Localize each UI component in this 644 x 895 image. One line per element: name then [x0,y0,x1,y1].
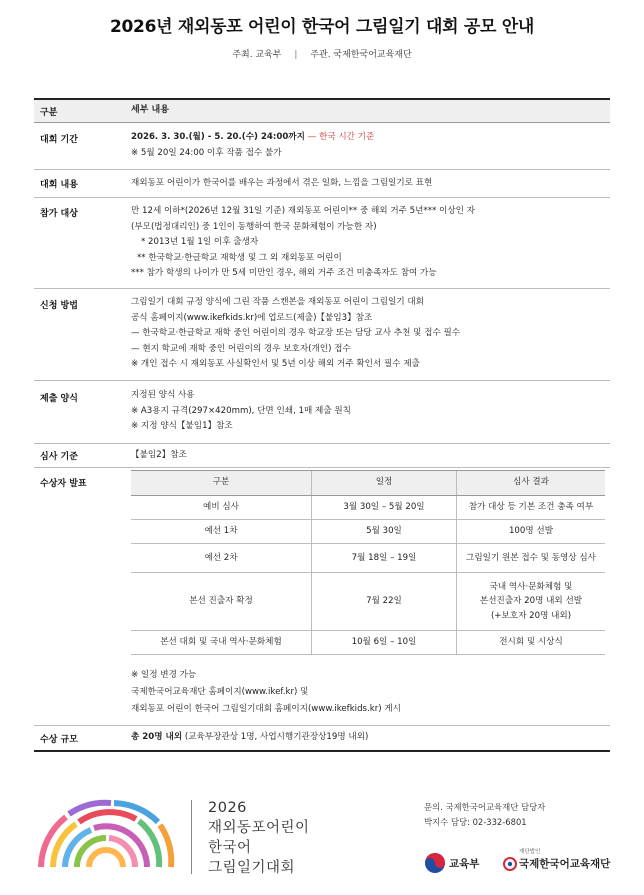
format-line: ※ A3용지 규격(297×420mm), 단면 인쇄, 1매 제출 원칙 [131,405,351,416]
awards-col-stage: 구분 [131,471,312,496]
awards-note: ※ 일정 변경 가능 [131,670,197,680]
moe-text: 교육부 [449,857,480,870]
footer-divider [191,800,192,874]
apply-line: — 현지 학교에 재학 중인 어린이의 경우 보호자(개인) 접수 [131,343,351,354]
ikef-small-text: 재단법인 [519,849,541,855]
apply-line: 그림일기 대회 규정 양식에 그린 작품 스캔본을 재외동포 어린이 그림일기 대회 [131,297,424,307]
awards-result-line: 국내 역사·문화체험 및 [489,581,573,592]
awards-col-date: 일정 [312,471,457,496]
awards-date: 10월 6일 – 10일 [312,631,457,655]
manager: 주관. 국제한국어교육재단 [310,50,412,60]
awards-date: 3월 30일 – 5월 20일 [312,496,457,520]
row-format [34,381,610,444]
apply-line: 공식 홈페이지(www.ikefkids.kr)에 업로드(제출)【붙임3】참조 [131,312,373,323]
ikef-emblem-icon [503,857,517,871]
awards-stage: 본선 진출자 확정 [131,573,312,631]
format-line: 지정된 양식 사용 [131,390,195,400]
contest-name-line: 그림일기대회 [208,860,296,876]
content-label: 대회 내용 [40,180,78,190]
eligibility-line: 만 12세 이하*(2026년 12월 31일 기준) 재외동포 어린이** 중 해외 거주 5년*** 이상인 자 [131,206,475,216]
criteria-text: 【붙임2】참조 [131,449,187,460]
contact-info [424,800,545,830]
awards-table-header [131,471,605,496]
row-criteria [34,444,610,468]
table-row [131,544,605,573]
hosts-separator: | [294,50,298,60]
period-note: — 한국 시간 기준 [307,132,375,142]
header-category: 구분 [40,107,58,118]
organizer: 주최. 교육부 [232,50,282,60]
contest-name-line: 한국어 [208,840,252,856]
eligibility-line: *** 참가 학생의 나이가 만 5세 미만인 경우, 해외 거주 조건 미충족자도 참여 가능 [131,268,437,279]
awards-notes [131,655,610,718]
awards-result-line: 본선진출자 20명 내외 선발 [479,596,583,607]
awards-date: 7월 22일 [312,573,457,631]
table-row [131,631,605,655]
awards-label: 수상자 발표 [40,479,87,489]
criteria-label: 심사 기준 [40,452,78,462]
contest-rainbow-logo [36,797,176,873]
row-content [34,170,610,198]
apply-line: ※ 개인 접수 시 재외동포 사실확인서 및 5년 이상 해외 거주 확인서 필수 제출 [131,359,420,370]
content-text: 재외동포 어린이가 한국어를 배우는 과정에서 겪은 일화, 느낌을 그림일기로 표현 [131,177,433,188]
row-scale [34,726,610,752]
awards-stage: 예선 1차 [131,520,312,544]
hosts-line [0,47,644,60]
eligibility-line: ** 한국학교·한글학교 재학생 및 그 외 재외동포 어린이 [137,252,342,263]
eligibility-line: * 2013년 1월 1일 이후 출생자 [141,237,259,248]
awards-note: 재외동포 어린이 한국어 그림일기대회 홈페이지(www.ikefkids.kr) 게시 [131,704,401,714]
taegeuk-icon [424,852,446,874]
row-period [34,123,610,170]
format-line: ※ 지정 양식【붙임1】참조 [131,421,233,432]
eligibility-line: (부모(법정대리인) 중 1인이 동행하여 한국 문화체험이 가능한 자) [131,221,377,232]
awards-stage: 본선 대회 및 국내 역사·문화체험 [131,631,312,655]
awards-stage: 예선 2차 [131,544,312,573]
contact-phone: 박지수 담당: 02-332-6801 [424,817,527,827]
table-header-row [34,100,610,123]
contact-line: 문의. 국제한국어교육재단 담당자 [424,802,546,812]
row-eligibility [34,198,610,289]
awards-col-result: 심사 결과 [457,471,606,496]
awards-note: 국제한국어교육재단 홈페이지(www.ikef.kr) 및 [131,687,309,697]
scale-rest: (교육부장관상 1명, 사업시행기관장상19명 내외) [184,732,369,743]
awards-date: 7월 18일 – 19일 [312,544,457,573]
contest-name-line: 2026 [208,800,247,816]
table-row [131,573,605,631]
awards-table [131,470,605,655]
awards-result: 100명 선발 [457,520,606,544]
awards-result-line: (+보호자 20명 내외) [490,610,572,621]
awards-result: 전시회 및 시상식 [457,631,606,655]
table-row [131,520,605,544]
contest-name [208,798,310,878]
eligibility-label: 참가 대상 [40,209,78,219]
awards-result [457,573,606,631]
awards-date: 5월 30일 [312,520,457,544]
moe-logo [424,852,479,874]
page-title: 2026년 재외동포 어린이 한국어 그림일기 대회 공모 안내 [109,17,534,37]
ikef-logo [503,849,610,871]
awards-stage: 예비 심사 [131,496,312,520]
awards-result: 참가 대상 등 기본 조건 충족 여부 [457,496,606,520]
contest-name-line: 재외동포어린이 [208,820,310,836]
format-label: 제출 양식 [40,394,78,404]
scale-bold: 총 20명 내외 [131,732,183,743]
scale-label: 수상 규모 [40,734,78,745]
header-detail: 세부 내용 [131,105,169,116]
period-date: 2026. 3. 30.(월) - 5. 20.(수) 24:00까지 [131,132,305,142]
table-row [131,496,605,520]
info-table [34,98,610,752]
awards-result: 그림일기 원본 접수 및 동영상 심사 [457,544,606,573]
row-awards [34,468,610,726]
apply-line: — 한국학교·한글학교 재학 중인 어린이의 경우 학교장 또는 담당 교사 추천 및 접수 필수 [131,328,461,339]
ikef-text: 국제한국어교육재단 [519,858,611,870]
period-line2: ※ 5월 20일 24:00 이후 작품 접수 불가 [131,147,282,158]
row-apply [34,289,610,381]
period-label: 대회 기간 [40,135,78,145]
apply-label: 신청 방법 [40,301,78,311]
